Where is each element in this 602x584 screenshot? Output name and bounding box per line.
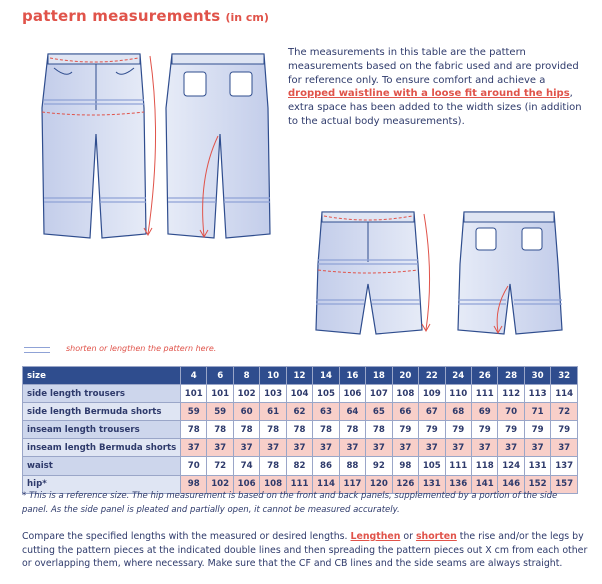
table-cell: 78 — [339, 421, 365, 439]
table-cell: 112 — [498, 385, 524, 403]
size-col: 14 — [313, 367, 339, 385]
size-table — [22, 366, 578, 494]
intro-highlight: dropped waistline with a loose fit around the hips — [288, 88, 570, 100]
table-cell: 37 — [286, 439, 312, 457]
table-cell: 114 — [313, 475, 339, 493]
table-cell: 66 — [392, 403, 418, 421]
intro-text-2: , extra space has been added to the width sizes (in addition to the actual body measurements). — [288, 88, 582, 127]
table-cell: 131 — [419, 475, 445, 493]
table-cell: 106 — [339, 385, 365, 403]
table-cell: 111 — [286, 475, 312, 493]
table-cell: 131 — [524, 457, 550, 475]
table-cell: 64 — [339, 403, 365, 421]
double-line-icon — [24, 347, 50, 353]
table-cell: 106 — [233, 475, 259, 493]
table-cell: 61 — [260, 403, 286, 421]
row-label: side length Bermuda shorts — [23, 403, 181, 421]
trousers-front-illustration — [26, 38, 166, 248]
table-cell: 117 — [339, 475, 365, 493]
table-cell: 79 — [524, 421, 550, 439]
intro-text-1: The measurements in this table are the pattern measurements based on the fabric used and are provided for reference only. To ensure comfort and achieve a — [288, 47, 579, 86]
instructions-text-1: Compare the specified lengths with the measured or desired lengths. — [22, 531, 351, 542]
table-cell: 98 — [392, 457, 418, 475]
size-col: 22 — [419, 367, 445, 385]
table-cell: 109 — [419, 385, 445, 403]
table-cell: 78 — [260, 421, 286, 439]
table-cell: 104 — [286, 385, 312, 403]
table-cell: 79 — [498, 421, 524, 439]
table-row — [23, 385, 578, 403]
size-col: 20 — [392, 367, 418, 385]
table-cell: 37 — [392, 439, 418, 457]
table-cell: 101 — [181, 385, 207, 403]
table-cell: 102 — [233, 385, 259, 403]
instructions-or: or — [400, 531, 416, 542]
table-row — [23, 439, 578, 457]
table-cell: 118 — [471, 457, 497, 475]
size-col: 30 — [524, 367, 550, 385]
footnote: * This is a reference size. The hip measurement is based on the front and back panels, supplemented by a portion of the side panel. As the side panel is pleated and partially open, it cannot be measured accurately. — [22, 491, 558, 515]
table-cell: 62 — [286, 403, 312, 421]
table-row — [23, 457, 578, 475]
table-cell: 37 — [207, 439, 233, 457]
table-cell: 108 — [392, 385, 418, 403]
table-cell: 37 — [445, 439, 471, 457]
table-cell: 157 — [551, 475, 578, 493]
table-cell: 136 — [445, 475, 471, 493]
instructions-text-2: the rise and/or the legs by cutting the pattern pieces at the indicated double lines and then spreading the pattern pieces out X cm from each other or overlapping them, where necessary. Make sure that the CF and CB lines and the side seams are always straight. — [22, 531, 588, 570]
table-cell: 111 — [471, 385, 497, 403]
legend-text: shorten or lengthen the pattern here. — [66, 344, 217, 353]
size-col: 8 — [233, 367, 259, 385]
lengthen-highlight: Lengthen — [350, 531, 401, 542]
table-cell: 59 — [207, 403, 233, 421]
title-unit: (in cm) — [225, 11, 269, 24]
table-cell: 110 — [445, 385, 471, 403]
table-cell: 86 — [313, 457, 339, 475]
table-cell: 101 — [207, 385, 233, 403]
table-cell: 105 — [313, 385, 339, 403]
table-cell: 37 — [366, 439, 392, 457]
table-cell: 79 — [419, 421, 445, 439]
shorts-back-illustration — [450, 204, 570, 340]
table-cell: 79 — [445, 421, 471, 439]
table-row — [23, 421, 578, 439]
table-cell: 37 — [498, 439, 524, 457]
table-cell: 37 — [524, 439, 550, 457]
table-cell: 78 — [366, 421, 392, 439]
size-col: 28 — [498, 367, 524, 385]
table-cell: 126 — [392, 475, 418, 493]
size-col: 12 — [286, 367, 312, 385]
trousers-back-illustration — [160, 38, 280, 248]
page-title — [22, 6, 269, 25]
table-cell: 79 — [392, 421, 418, 439]
table-cell: 74 — [233, 457, 259, 475]
table-cell: 152 — [524, 475, 550, 493]
table-row — [23, 403, 578, 421]
intro-paragraph — [288, 46, 588, 129]
table-cell: 37 — [551, 439, 578, 457]
table-cell: 72 — [551, 403, 578, 421]
row-label: inseam length trousers — [23, 421, 181, 439]
table-cell: 37 — [471, 439, 497, 457]
table-cell: 146 — [498, 475, 524, 493]
table-cell: 82 — [286, 457, 312, 475]
table-cell: 37 — [339, 439, 365, 457]
size-col: 4 — [181, 367, 207, 385]
table-cell: 78 — [207, 421, 233, 439]
table-cell: 105 — [419, 457, 445, 475]
table-cell: 103 — [260, 385, 286, 403]
table-cell: 78 — [286, 421, 312, 439]
table-cell: 98 — [181, 475, 207, 493]
row-label: hip* — [23, 475, 181, 493]
row-label: inseam length Bermuda shorts — [23, 439, 181, 457]
size-col: 16 — [339, 367, 365, 385]
table-cell: 72 — [207, 457, 233, 475]
table-cell: 124 — [498, 457, 524, 475]
table-cell: 37 — [181, 439, 207, 457]
size-col: 10 — [260, 367, 286, 385]
table-cell: 63 — [313, 403, 339, 421]
size-col: 24 — [445, 367, 471, 385]
table-cell: 141 — [471, 475, 497, 493]
size-col: 32 — [551, 367, 578, 385]
table-cell: 37 — [260, 439, 286, 457]
row-label: side length trousers — [23, 385, 181, 403]
table-cell: 120 — [366, 475, 392, 493]
size-col: 26 — [471, 367, 497, 385]
table-cell: 111 — [445, 457, 471, 475]
table-cell: 114 — [551, 385, 578, 403]
table-cell: 78 — [260, 457, 286, 475]
table-cell: 78 — [233, 421, 259, 439]
size-col: 6 — [207, 367, 233, 385]
table-cell: 70 — [498, 403, 524, 421]
table-cell: 37 — [419, 439, 445, 457]
shorten-highlight: shorten — [415, 531, 457, 542]
table-cell: 79 — [551, 421, 578, 439]
table-cell: 107 — [366, 385, 392, 403]
table-cell: 69 — [471, 403, 497, 421]
size-header-label: size — [23, 367, 181, 385]
size-col: 18 — [366, 367, 392, 385]
table-cell: 108 — [260, 475, 286, 493]
table-cell: 78 — [313, 421, 339, 439]
table-cell: 79 — [471, 421, 497, 439]
table-cell: 88 — [339, 457, 365, 475]
table-cell: 71 — [524, 403, 550, 421]
table-cell: 70 — [181, 457, 207, 475]
instructions-paragraph — [22, 530, 588, 571]
shorts-front-illustration — [306, 204, 436, 340]
table-cell: 78 — [181, 421, 207, 439]
table-cell: 37 — [313, 439, 339, 457]
title-main: pattern measurements — [22, 7, 221, 25]
table-cell: 67 — [419, 403, 445, 421]
table-cell: 59 — [181, 403, 207, 421]
table-cell: 102 — [207, 475, 233, 493]
table-cell: 137 — [551, 457, 578, 475]
table-cell: 65 — [366, 403, 392, 421]
table-cell: 113 — [524, 385, 550, 403]
row-label: waist — [23, 457, 181, 475]
table-cell: 37 — [233, 439, 259, 457]
table-cell: 68 — [445, 403, 471, 421]
table-cell: 60 — [233, 403, 259, 421]
size-header-row — [23, 367, 578, 385]
table-cell: 92 — [366, 457, 392, 475]
